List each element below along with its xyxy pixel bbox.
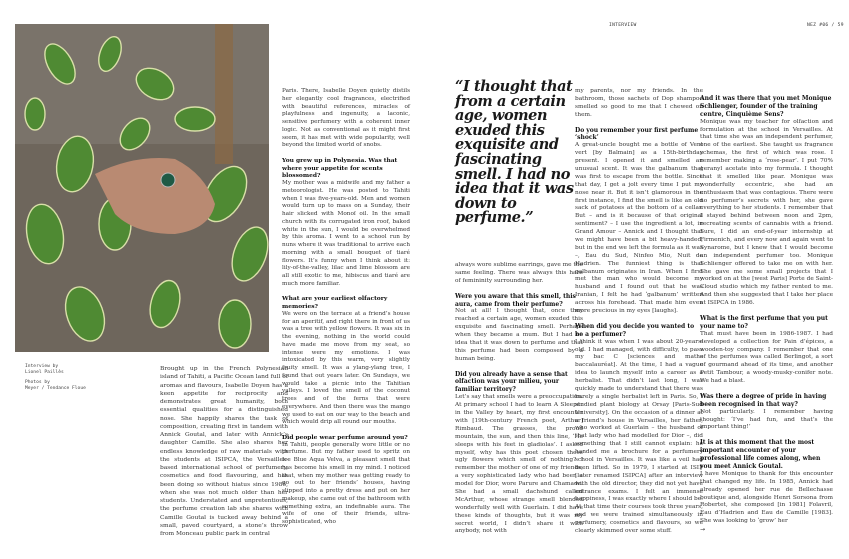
- interview-question: And it was there that you met Monique Schlienger, founder of the training centre, Cinquième Sens?: [700, 94, 832, 118]
- body-paragraph: always wore sublime earrings, gave me the same feeling. There was always this haze of femininity surrounding her.: [455, 262, 583, 284]
- body-paragraph: In Tahiti, people generally wore little or no perfume. But my father used to spritz on Ice Blue Aqua Velva, a pleasant smell that has become his smell in my mind. I noticed that, when my mother was getting ready to go out to her friends’ houses, having slipped into a pretty dress and put on her makeup, she came out of the bathroom with something extra, an indefinable aura. The wife of one of their friends, ultra-sophisticated, who: [282, 441, 410, 526]
- interviewer-name: Lionel Paillès: [25, 370, 64, 375]
- body-paragraph: Monique was my teacher for olfaction and formulation at the school in Versailles. At that time she was an independent perfumer, one of the earliest. She taught us fragrance schemas, the first of which was rose. I remember making a ‘rose-pear’. I put 70% geranyl acetate into my formula. I thought that it smelled like pear. Monique was wonderfully eccentric, she had an enthusiasm that was contagious. There were no perfumer’s secrets with her, she gave everything to her students. I remember that I stayed behind between noon and 2pm, recreating scents of cannabis with a friend. Sure, I did an end-of-year internship at Firmenich, and every now and again went to Synarome, but I knew that I would become an independent perfumer too. Monique Schlienger offered to take me on with her. She gave me some small projects that I worked on at the [west Paris] Porte de Saint-Cloud studio which my father rented to me. And then she suggested that I take her place at ISIPCA in 1986.: [700, 118, 833, 307]
- body-paragraph: I have Monique to thank for this encounter that changed my life. In 1985, Annick had already opened her rue de Bellechasse boutique and, alongside Henri Sorsona from Robertet, she composed [in 1981] Folavril, Eau d’Hadrien and Eau de Camille [1983]. She was looking to ‘grow’ her: [700, 470, 833, 525]
- body-paragraph: That must have been in 1986-1987. I had developed a collection for Pain d’épices, a wooden-toy company. I remember that one of the perfumes was called Berlingot, a sort of gourmand ahead of its time, and another Petit Tambour, a woody-musky-conifer note. We had a blast.: [700, 330, 833, 385]
- article-column-1: [160, 365, 288, 538]
- interview-question: Did people wear perfume around you?: [282, 433, 408, 441]
- plant-hand-photo: [15, 24, 269, 352]
- interview-question: Were you aware that this smell, this aura, came from their perfume?: [455, 292, 576, 308]
- body-paragraph: Not particularly. I remember having thought: ‘I’ve had fun, and that’s the important thing!’: [700, 408, 833, 431]
- body-paragraph: Not at all! I thought that, once they reached a certain age, women exuded this exquisite and fascinating smell. Perhaps when they became a mum. But I had no idea that it was down to perfume and that this perfume had been composed by a human being.: [455, 308, 583, 362]
- interview-question: Did you already have a sense that olfaction was your milieu, your familiar territory?: [455, 370, 568, 394]
- photo-illustration: [15, 24, 269, 352]
- body-paragraph: My mother was a midwife and my father a meteorologist. He was posted to Tahiti when I was five-years-old. Men and women would turn up to mass on a Sunday, their hair slicked with Monoï oil. In the small church with its corrugated iron roof, baked white in the sun, I would be overwhelmed by this aroma. I went to a school run by nuns where it was traditional to arrive each morning with a small bouquet of tiaré flowers. It’s funny when I think about it: lily-of-the-valley, lilac and lime blossom are all still exotic to me, hibiscus and tiaré are much more familiar.: [282, 180, 410, 287]
- interview-question: Do you remember your first perfume ‘shock’: [575, 126, 699, 142]
- interview-question: You grew up in Polynesia. Was that where your appetite for scents blossomed?: [282, 156, 398, 180]
- article-column-2: [282, 88, 410, 527]
- interview-question: What are your earliest olfactory memories?: [282, 295, 388, 311]
- photo-credit-label: Photos by: [25, 380, 50, 385]
- body-paragraph: We were on the terrace at a friend’s house for an aperitif, and right there in front of us was a tree with yellow flowers. It was six in the evening, nothing in the world could have made me move from my seat, so intense were my emotions. I was intoxicated by this warm, very slightly fruity smell. It was a ylang-ylang tree, I found that out years later. On Sundays, we would take a picnic into the Tahitian valleys. I loved the smell of the coconut trees and of the ferns that were everywhere. And then there was the mango we used to eat on our way to the beach and which would drip all round our mouths.: [282, 310, 410, 426]
- photographer-name: Meyer / Tendance Floue: [25, 386, 86, 391]
- interview-question: It is at this moment that the most important encounter of your professional life comes along, when you meet Annick Goutal.: [700, 439, 821, 470]
- body-paragraph: Let’s say that smells were a preoccupation. At primary school I had to learn A Sleeper in the Valley by heart, my first encounter with [19th-century French poet, Arthur] Rimbaud. The grasses, the proud mountain, the sun, and then this line, ‘He sleeps with his feet in gladiolas’. I asked myself, why has this poet chosen these ugly flowers which smell of nothing? I remember the mother of one of my friends, a very sophisticated lady who had been a model for Dior, wore Parure and Chamade. She had a small dachshund called McArthur, whose strange smell blended wonderfully well with Guerlain. I did have these kinds of thoughts, but it was my secret world, I didn’t share it with anybody, not with: [455, 394, 583, 535]
- section-label: INTERVIEW: [609, 23, 637, 28]
- continue-arrow-icon: →: [700, 526, 706, 534]
- page-folio: NEZ #06 / 59: [807, 23, 844, 28]
- body-paragraph: I think it was when I was about 20-years-old. I had managed, with difficulty, to pass my bac C [sciences and maths baccalauréat]. At the time, I had a vague idea to launch myself into a career as a herbalist. That didn’t last long, I was quickly made to understand that there was barely a single herbalist left in Paris. So, I studied plant biology at Orsay [Paris-Sud University]. On the occasion of a dinner at a friend’s house in Versailles, her father, who worked at Guerlain – the husband of that lady who had modelled for Dior –, did something that I still cannot explain: he handed me a brochure for a perfumery school in Versailles. It was like a veil had been lifted. So in 1979, I started at ISIP [later renamed ISIPCA] after an interview with the old director, they did not yet have entrance exams. I felt an immense happiness, I was exactly where I should be. At that time their courses took three years, and we were trained simultaneously in perfumery, cosmetics and flavours, so we clearly skimmed over some stuff.: [575, 338, 703, 534]
- interview-question: Was there a degree of pride in having been recognised in that way?: [700, 392, 827, 408]
- body-paragraph: Paris. There, Isabelle Doyen quietly distils her elegantly cool fragrances, electrified with beautiful references, miracles of playfulness and ingenuity, a laconic, sensitive perfumery with a coherent inner logic. Not as conventional as it might first seem, it has met with wide popularity, well beyond the limited world of snobs.: [282, 88, 410, 149]
- body-paragraph: Brought up in the French Polynesian island of Tahiti, a Pacific Ocean land full of aromas and flavours, Isabelle Doyen has a keen appetite for reciprocity and demonstrates great humanity, both essential qualities for a distinguished nose. She happily shares the task of composition, creating first in tandem with Annick Goutal, and later with Annick’s daughter Camille. She also shares her endless knowledge of raw materials with the students at ISIPCA, the Versailles-based international school of perfumery, cosmetics and food flavouring, and has been doing so without hiatus since 1986, when she was not much older than her students. Understated and unpretentious, the perfume creation lab she shares with Camille Goutal is tucked away behind a small, paved courtyard, a stone’s throw from Monceau public park in central: [160, 366, 288, 537]
- body-paragraph: my parents, nor my friends. In the bathroom, those sachets of Dop shampoo smelled so good to me that I chewed on them.: [575, 88, 703, 118]
- article-column-3: [455, 262, 583, 536]
- pull-quote: “I thought that from a certain age, women exuded this exquisite and fascinating smell. I had no idea that it was down to perfume.”: [455, 78, 574, 227]
- interview-question: When did you decide you wanted to be a perfumer?: [575, 322, 695, 338]
- interview-credit-label: Interview by: [25, 364, 59, 369]
- article-column-5: [700, 88, 833, 535]
- article-column-4: [575, 88, 706, 536]
- body-paragraph: A great-uncle bought me a bottle of Vent vert [by Balmain] as a 15th-birthday present. I opened it and smelled an unusual scent. It was the galbanum that was first to escape from the bottle. Since that day, I get a jolt every time I put my nose near it. But it isn’t glamorous in the first instance, I find the smell is like an old sack of potatoes at the bottom of a cellar. But – and is it because of that original sentiment? – I use the ingredient a lot, in Grand Amour – Annick and I thought that we might have been a bit heavy-handed, but in the end we left the formula as it was –, Eau du Sud, Ninfeo Mio, Nuit de Hadrien. The funniest thing is that galbanum originates in Iran. When I first met the man who would become my husband and I found out that he was Iranian, I felt he had ‘galbanum’ written across his forehead. That made him even more precious in my eyes [laughs].: [575, 142, 703, 314]
- interview-question: What is the first perfume that you put your name to?: [700, 314, 828, 330]
- credits: [25, 364, 86, 392]
